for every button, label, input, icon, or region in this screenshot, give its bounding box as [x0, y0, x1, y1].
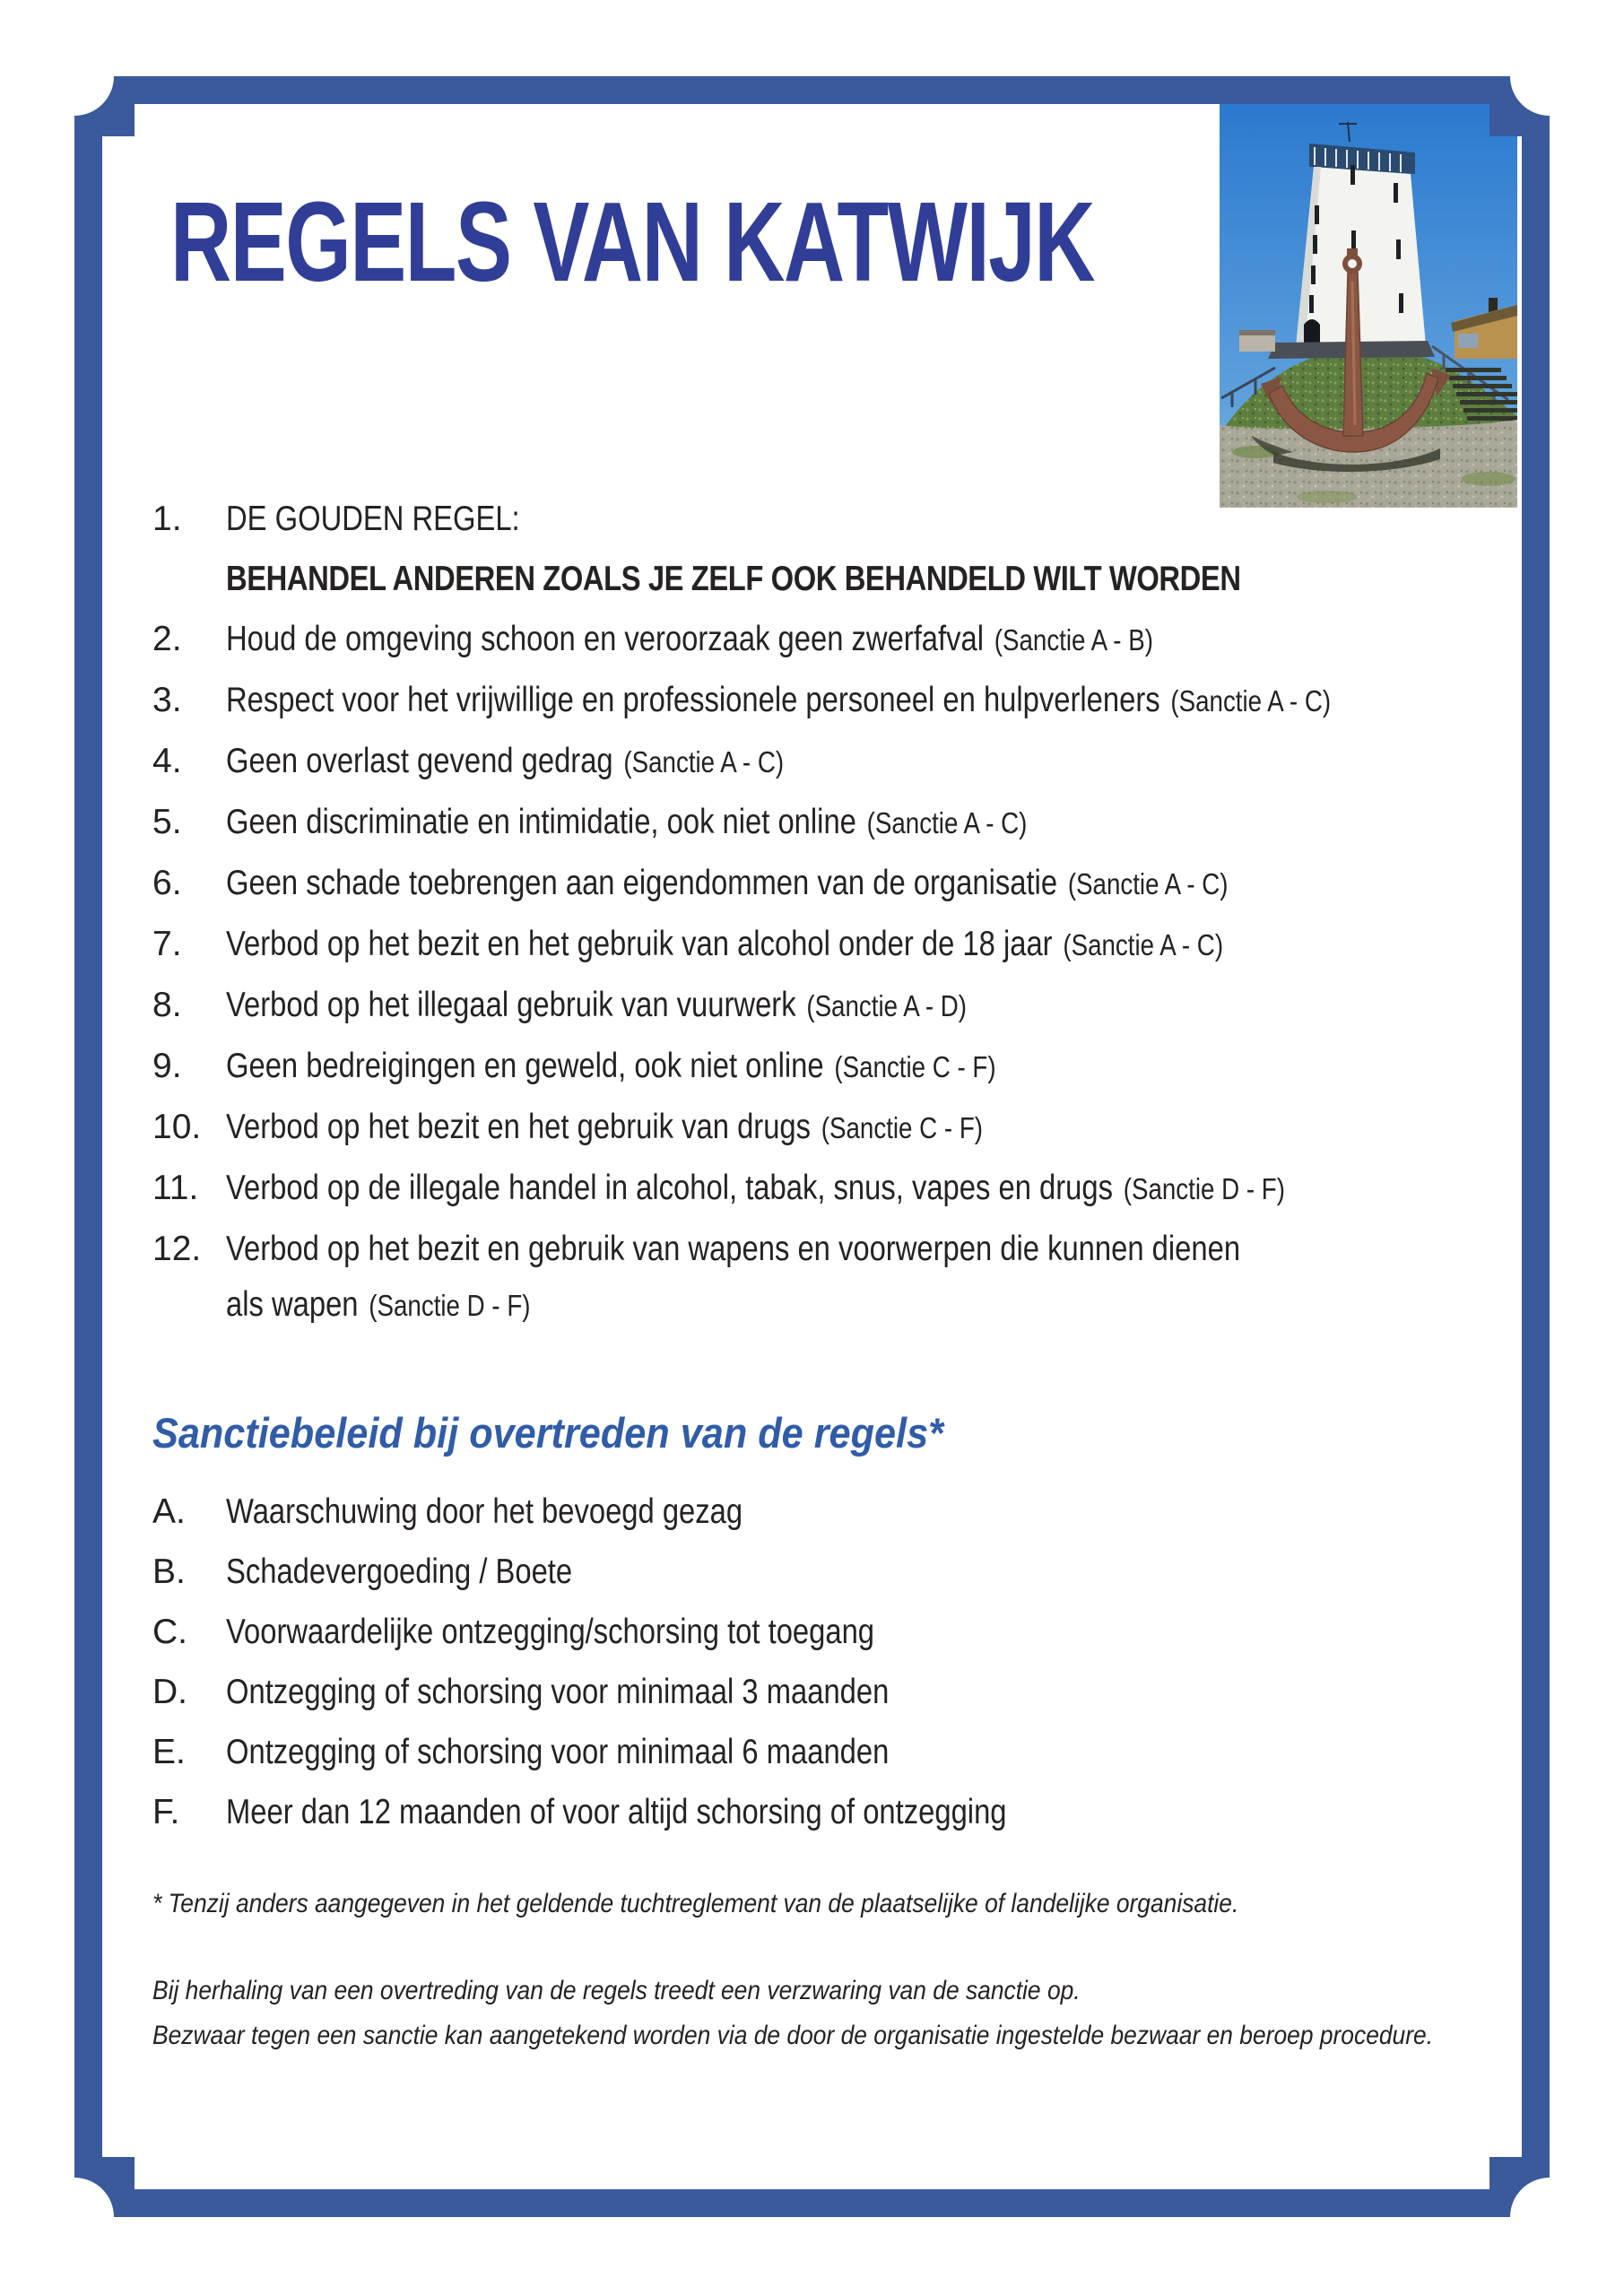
page-title: REGELS VAN KATWIJK — [170, 178, 1095, 305]
sanction-item-C — [152, 1602, 1155, 1662]
rule-item-6 — [152, 792, 1541, 853]
sanction-letter: F. — [152, 1793, 180, 1831]
rules-list — [152, 489, 1541, 1331]
footnote-appeal: Bezwaar tegen een sanctie kan aangetekend worden via de door de organisatie ingestelde bezwaar en beroep procedure. — [152, 2021, 1434, 2050]
sanction-text: Meer dan 12 maanden of voor altijd schorsing of ontzegging — [226, 1793, 1007, 1831]
footnote-disclaimer: * Tenzij anders aangegeven in het geldende tuchtreglement van de plaatselijke of landelijke organisatie. — [152, 1889, 1239, 1918]
sanction-letter: C. — [152, 1613, 187, 1651]
rule-item-14 — [152, 1279, 1541, 1331]
sanction-letter: E. — [152, 1733, 186, 1771]
rule-number: 10. — [152, 1108, 202, 1146]
rule-sanction-range: (Sanctie C - F) — [821, 1111, 984, 1144]
rule-number: 3. — [152, 681, 182, 719]
rule-text: als wapen — [226, 1285, 359, 1324]
sanctions-list — [152, 1482, 1155, 1842]
rule-sanction-range: (Sanctie C - F) — [834, 1050, 996, 1083]
rule-number: 12. — [152, 1230, 202, 1268]
rule-text: Geen schade toebrengen aan eigendommen van de organisatie — [226, 864, 1058, 902]
sanction-text: Schadevergoeding / Boete — [226, 1552, 573, 1591]
rule-item-13 — [152, 1219, 1541, 1279]
rule-text: Verbod op de illegale handel in alcohol, tabak, snus, vapes en drugs — [226, 1169, 1113, 1207]
rule-number: 4. — [152, 742, 182, 780]
rule-text: Verbod op het bezit en het gebruik van alcohol onder de 18 jaar — [226, 925, 1053, 963]
rule-text: DE GOUDEN REGEL: — [226, 500, 520, 538]
sanctions-heading: Sanctiebeleid bij overtreden van de regels* — [152, 1409, 943, 1457]
rule-number: 6. — [152, 864, 182, 902]
sanction-item-B — [152, 1542, 1155, 1602]
rule-item-11 — [152, 1097, 1541, 1158]
rule-text: Geen bedreigingen en geweld, ook niet online — [226, 1047, 824, 1085]
rule-text: Verbod op het bezit en gebruik van wapens en voorwerpen die kunnen dienen — [226, 1230, 1241, 1268]
sanction-text: Ontzegging of schorsing voor minimaal 6 maanden — [226, 1733, 890, 1771]
rule-number: 7. — [152, 925, 182, 963]
rule-text: Verbod op het illegaal gebruik van vuurwerk — [226, 986, 796, 1024]
sanction-item-D — [152, 1662, 1155, 1722]
rule-item-3 — [152, 609, 1541, 670]
rule-sanction-range: (Sanctie A - D) — [806, 989, 968, 1022]
rule-number: 5. — [152, 803, 182, 841]
sanction-text: Ontzegging of schorsing voor minimaal 3 maanden — [226, 1673, 890, 1711]
rule-sanction-range: (Sanctie D - F) — [369, 1289, 531, 1322]
sanction-letter: D. — [152, 1673, 187, 1711]
rule-text: BEHANDEL ANDEREN ZOALS JE ZELF OOK BEHANDELD WILT WORDEN — [226, 560, 1241, 598]
footnote-paragraph — [152, 1969, 1433, 2058]
rule-text: Houd de omgeving schoon en veroorzaak geen zwerfafval — [226, 620, 985, 658]
rule-number: 9. — [152, 1047, 182, 1085]
rule-item-12 — [152, 1158, 1541, 1219]
rule-item-5 — [152, 731, 1541, 792]
rule-item-1 — [152, 489, 1541, 549]
rule-text: Verbod op het bezit en het gebruik van drugs — [226, 1108, 812, 1146]
rule-sanction-range: (Sanctie D - F) — [1123, 1172, 1285, 1205]
rule-text: Respect voor het vrijwillige en professionele personeel en hulpverleners — [226, 681, 1160, 719]
rule-item-10 — [152, 1036, 1541, 1097]
rule-sanction-range: (Sanctie A - B) — [994, 623, 1153, 657]
sanction-text: Waarschuwing door het bevoegd gezag — [226, 1492, 743, 1531]
rule-item-2 — [152, 549, 1541, 609]
sanction-item-A — [152, 1482, 1155, 1542]
rule-text: Geen overlast gevend gedrag — [226, 742, 613, 780]
sanction-letter: B. — [152, 1552, 186, 1591]
rule-number: 2. — [152, 620, 182, 658]
rule-number: 1. — [152, 500, 182, 538]
katwijk-tower-anchor-photo — [1220, 102, 1517, 508]
sanction-item-E — [152, 1722, 1155, 1782]
rule-item-9 — [152, 975, 1541, 1036]
footnote-repeat: Bij herhaling van een overtreding van de regels treedt een verzwaring van de sanctie op. — [152, 1976, 1081, 2005]
rule-sanction-range: (Sanctie A - C) — [1063, 928, 1224, 961]
sanction-item-F — [152, 1782, 1155, 1842]
rule-item-7 — [152, 853, 1541, 914]
rule-sanction-range: (Sanctie A - C) — [623, 745, 785, 778]
sanction-letter: A. — [152, 1492, 186, 1531]
rule-sanction-range: (Sanctie A - C) — [1170, 684, 1332, 718]
sanction-text: Voorwaardelijke ontzegging/schorsing tot toegang — [226, 1613, 875, 1651]
rule-sanction-range: (Sanctie A - C) — [1067, 867, 1229, 900]
rule-item-4 — [152, 670, 1541, 731]
rule-text: Geen discriminatie en intimidatie, ook niet online — [226, 803, 856, 841]
rule-sanction-range: (Sanctie A - C) — [866, 806, 1028, 839]
rule-number: 11. — [152, 1169, 199, 1207]
rule-number: 8. — [152, 986, 182, 1024]
rule-item-8 — [152, 914, 1541, 975]
